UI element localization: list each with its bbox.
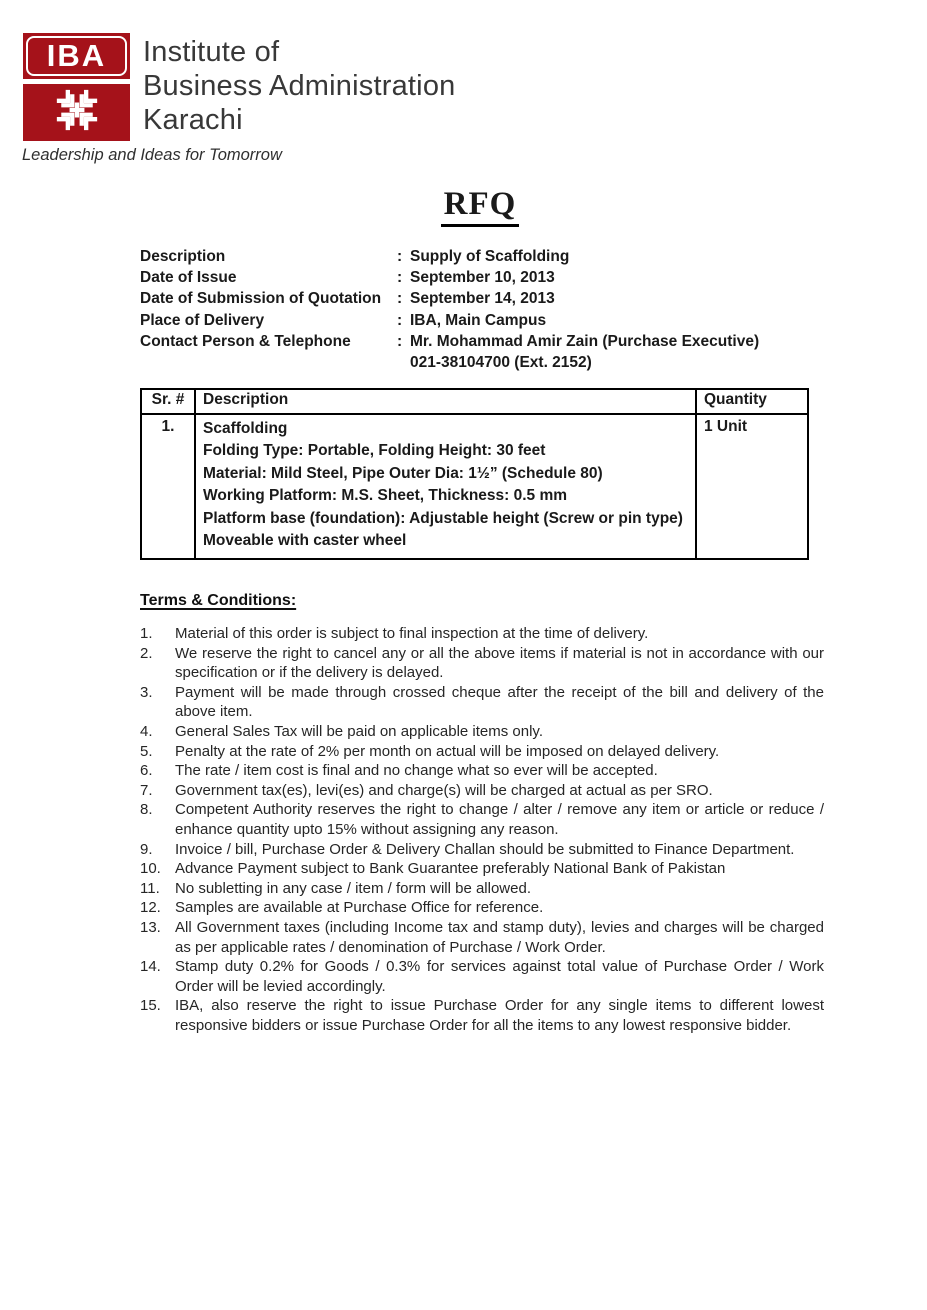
term-number: 15.	[140, 997, 161, 1015]
institution-name	[143, 33, 455, 137]
items-table	[140, 388, 809, 560]
iba-logo	[23, 33, 455, 141]
detail-value: IBA, Main Campus	[410, 311, 547, 329]
term-number: 5.	[140, 742, 153, 760]
term-number: 12.	[140, 899, 161, 917]
term-number: 4.	[140, 722, 153, 740]
term-text: Stamp duty 0.2% for Goods / 0.3% for services against total value of Purchase Order / Work Order will be levied accordingly.	[175, 958, 824, 995]
header-description: Description	[195, 389, 696, 414]
institution-name-line3: Karachi	[143, 104, 243, 136]
term-text: Competent Authority reserves the right to change / alter / remove any item or article or reduce / enhance quantity upto 15% without assigning any reason.	[175, 801, 824, 838]
item-spec-platform: Working Platform: M.S. Sheet, Thickness: 0.5 mm	[203, 487, 568, 505]
detail-colon: :	[397, 248, 403, 265]
institution-name-line1: Institute of	[143, 36, 280, 68]
term-item-14	[140, 957, 824, 996]
term-item-15	[140, 996, 824, 1035]
term-text: General Sales Tax will be paid on applicable items only.	[175, 722, 543, 740]
term-text: Advance Payment subject to Bank Guarantee preferably National Bank of Pakistan	[175, 860, 726, 878]
term-item-1	[140, 624, 824, 644]
term-number: 11.	[140, 879, 160, 897]
detail-label: Description	[140, 248, 226, 265]
term-number: 6.	[140, 762, 153, 780]
detail-row-contact-person	[140, 331, 835, 373]
term-number: 2.	[140, 644, 153, 662]
terms-heading: Terms & Conditions:	[140, 592, 297, 609]
term-item-4	[140, 722, 824, 742]
term-text: Penalty at the rate of 2% per month on actual will be imposed on delayed delivery.	[175, 742, 720, 760]
detail-row-place-of-delivery	[140, 310, 835, 331]
term-text: We reserve the right to cancel any or all the above items if material is not in accordance with our specification or if the delivery is delayed.	[175, 644, 824, 682]
term-item-11	[140, 879, 824, 899]
rfq-details-block	[140, 246, 835, 373]
iba-logo-mark	[23, 33, 130, 141]
converging-arrows-snowflake-icon	[53, 86, 101, 139]
term-number: 13.	[140, 918, 161, 936]
institution-name-line2: Business Administration	[143, 70, 456, 102]
term-number: 10.	[140, 860, 161, 878]
detail-colon: :	[397, 290, 403, 308]
document-title-wrap	[140, 186, 820, 227]
term-item-5	[140, 742, 824, 762]
document-title: RFQ	[441, 186, 520, 227]
term-number: 1.	[140, 625, 153, 642]
term-text: Material of this order is subject to final inspection at the time of delivery.	[175, 625, 649, 642]
contact-phone: 021-38104700 (Ext. 2152)	[410, 354, 592, 372]
detail-value: September 10, 2013	[410, 269, 555, 287]
institution-tagline: Leadership and Ideas for Tomorrow	[22, 146, 282, 164]
term-text: IBA, also reserve the right to issue Purchase Order for any single items to different lowest responsive bidders or issue Purchase Order for all the items to any lowest responsive bidder.	[175, 997, 824, 1034]
term-item-7	[140, 781, 824, 801]
term-item-3	[140, 683, 824, 722]
header-quantity: Quantity	[696, 389, 808, 414]
item-spec-base: Platform base (foundation): Adjustable height (Screw or pin type)	[203, 509, 683, 527]
iba-logo-acronym-box	[23, 33, 130, 79]
detail-row-description	[140, 246, 835, 267]
term-number: 3.	[140, 683, 153, 701]
iba-snowflake-box	[23, 84, 130, 141]
item-spec-wheel: Moveable with caster wheel	[203, 532, 407, 550]
term-item-8	[140, 800, 824, 839]
term-item-6	[140, 761, 824, 781]
term-text: Invoice / bill, Purchase Order & Delivery Challan should be submitted to Finance Department.	[175, 840, 795, 858]
cell-quantity: 1 Unit	[696, 414, 808, 559]
term-text: No subletting in any case / item / form will be allowed.	[175, 879, 531, 897]
terms-list	[140, 624, 824, 1035]
detail-row-date-of-issue	[140, 267, 835, 288]
term-number: 8.	[140, 801, 153, 819]
detail-colon: :	[397, 311, 403, 329]
detail-row-date-of-submission	[140, 288, 835, 309]
item-title: Scaffolding	[203, 420, 288, 437]
term-number: 14.	[140, 958, 161, 976]
item-spec-folding: Folding Type: Portable, Folding Height: 30 feet	[203, 442, 546, 460]
term-item-2	[140, 644, 824, 683]
detail-colon: :	[397, 269, 403, 287]
contact-person-name: Mr. Mohammad Amir Zain (Purchase Executive)	[410, 332, 760, 350]
cell-sr-number: 1.	[141, 414, 195, 559]
term-text: Samples are available at Purchase Office for reference.	[175, 899, 544, 917]
term-text: Government tax(es), levi(es) and charge(s) will be charged at actual as per SRO.	[175, 781, 713, 799]
detail-value	[410, 331, 835, 373]
header-sr-number: Sr. #	[141, 389, 195, 414]
detail-value: Supply of Scaffolding	[410, 248, 570, 265]
term-item-13	[140, 918, 824, 957]
term-text: Payment will be made through crossed cheque after the receipt of the bill and delivery of the above item.	[175, 683, 824, 721]
detail-label: Date of Issue	[140, 269, 237, 287]
iba-logo-acronym: IBA	[46, 37, 107, 73]
term-text: The rate / item cost is final and no change what so ever will be accepted.	[175, 762, 658, 780]
detail-label: Contact Person & Telephone	[140, 332, 351, 350]
detail-label: Date of Submission of Quotation	[140, 290, 382, 308]
term-number: 7.	[140, 781, 153, 799]
table-row	[141, 414, 808, 559]
item-spec-material: Material: Mild Steel, Pipe Outer Dia: 1½” (Schedule 80)	[203, 464, 603, 482]
cell-item-description	[195, 414, 696, 559]
items-table-header-row	[141, 389, 808, 414]
detail-label: Place of Delivery	[140, 311, 265, 329]
term-item-9	[140, 840, 824, 860]
term-number: 9.	[140, 840, 153, 858]
term-item-10	[140, 859, 824, 879]
detail-value: September 14, 2013	[410, 290, 555, 308]
term-item-12	[140, 898, 824, 918]
term-text: All Government taxes (including Income tax and stamp duty), levies and charges will be charged as per applicable rates / denomination of Purchase / Work Order.	[175, 918, 824, 956]
detail-colon: :	[397, 332, 403, 350]
